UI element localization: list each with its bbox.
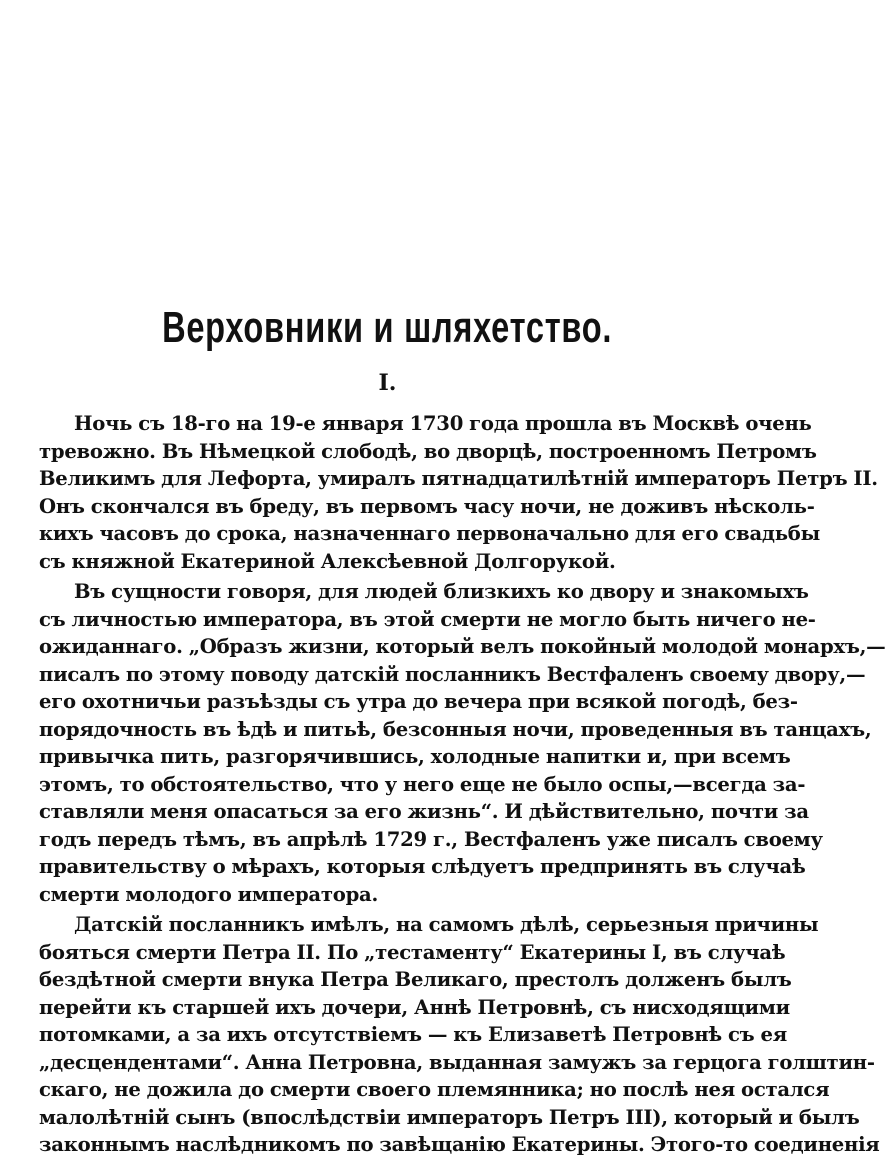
text-line: Ночь съ 18-го на 19-е января 1730 года прошла въ Москвѣ очень [74,412,812,435]
text-line: законнымъ наслѣдникомъ по завѣщанію Екатерины. Этого-то соединенія [39,1133,880,1156]
text-line: писалъ по этому поводу датскій посланникъ Вестфаленъ своему двору,— [39,662,866,686]
text-line: ожиданнаго. „Образъ жизни, который велъ покойный молодой монархъ,— [39,635,886,658]
text-line: бездѣтной смерти внука Петра Великаго, престолъ долженъ былъ [39,968,792,991]
text-line: тревожно. Въ Нѣмецкой слободѣ, во дворцѣ, построенномъ Петромъ [39,439,817,463]
text-line: бояться смерти Петра II. По „тестаменту“ Екатерины I, въ случаѣ [39,940,786,964]
text-line: правительству о мѣрахъ, которыя слѣдуетъ предпринять въ случаѣ [39,855,806,878]
text-line: перейти къ старшей ихъ дочери, Аннѣ Петровнѣ, съ нисходящими [39,995,790,1019]
text-line: ставляли меня опасаться за его жизнь“. И дѣйствительно, почти за [39,800,809,823]
text-line: Великимъ для Лефорта, умиралъ пятнадцатилѣтній императоръ Петръ II. [39,467,878,490]
body-text [39,410,886,1159]
text-line: порядочность въ ѣдѣ и питьѣ, безсонныя ночи, проведенныя въ танцахъ, [39,717,872,741]
text-line: этомъ, то обстоятельство, что у него еще не было оспы,—всегда за- [39,772,806,796]
chapter-title: Верховники и шляхетство. [162,303,613,352]
text-line: Въ сущности говоря, для людей близкихъ ко двору и знакомыхъ [74,580,809,603]
text-line: скаго, не дожила до смерти своего племянника; но послѣ нея остался [39,1078,830,1101]
text-line: его охотничьи разъѣзды съ утра до вечера при всякой погодѣ, без- [39,690,798,713]
text-line: потомками, а за ихъ отсутствіемъ — къ Елизаветѣ Петровнѣ съ ея [39,1023,787,1046]
text-line: смерти молодого императора. [39,882,379,906]
text-line: годъ передъ тѣмъ, въ апрѣлѣ 1729 г., Вестфаленъ уже писалъ своему [39,827,823,851]
text-line: съ личностью императора, въ этой смерти не могло быть ничего не- [39,607,816,631]
text-line: Онъ скончался въ бреду, въ первомъ часу ночи, не доживъ нѣсколь- [39,494,815,518]
text-line: привычка пить, разгорячившись, холодные напитки и, при всемъ [39,745,791,768]
text-line: „десцендентами“. Анна Петровна, выданная замужъ за герцога голштин- [39,1050,875,1074]
text-line: Датскій посланникъ имѣлъ, на самомъ дѣлѣ, серьезныя причины [74,913,819,936]
section-number: I. [378,370,397,396]
text-line: малолѣтній сынъ (впослѣдствіи императоръ Петръ III), который и былъ [39,1105,860,1129]
text-line: съ княжной Екатериной Алексѣевной Долгорукой. [39,549,616,573]
text-line: кихъ часовъ до срока, назначеннаго первоначально для его свадьбы [39,522,820,545]
